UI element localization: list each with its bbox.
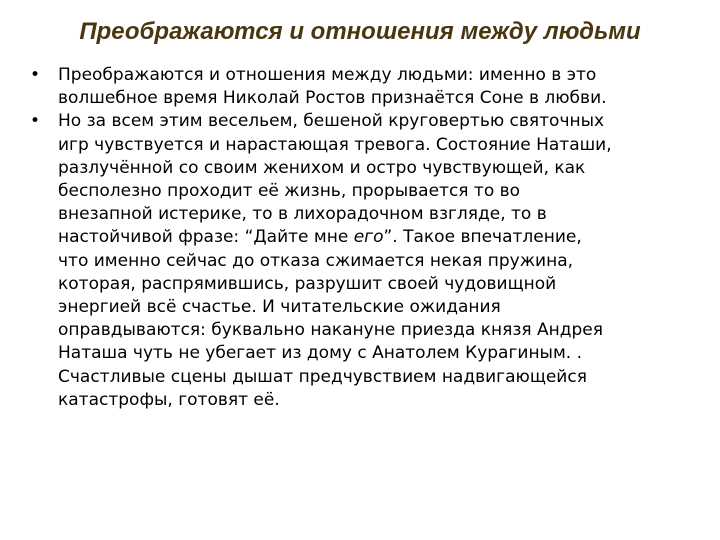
slide-title: Преображаются и отношения между людьми — [79, 18, 641, 45]
text-line: внезапной истерике, то в лихорадочном взгляде, то в — [58, 204, 547, 225]
bullet-item-2 — [30, 110, 690, 412]
bullet-list — [30, 64, 690, 412]
quote-emphasis: его — [353, 227, 384, 248]
quote-before: настойчивой фразе: “Дайте мне — [58, 227, 354, 248]
text-line: которая, распрямившись, разрушит своей чудовищной — [58, 273, 557, 294]
bullet-icon: • — [30, 111, 41, 132]
quote-after: ”. Такое впечатление, — [383, 227, 582, 248]
bullet-icon: • — [30, 65, 41, 85]
text-line: Наташа чуть не убегает из дому с Анатолем Курагиным. . — [58, 343, 583, 364]
text-line: что именно сейчас до отказа сжимается некая пружина, — [58, 250, 574, 271]
text-line: энергией всё счастье. И читательские ожидания — [58, 297, 501, 318]
text-line: Преображаются и отношения между людьми: именно в это — [58, 65, 597, 85]
text-line: Счастливые сцены дышат предчувствием надвигающейся — [58, 366, 587, 387]
text-line: разлучённой со своим женихом и остро чувствующей, как — [58, 157, 586, 178]
bullet-item-1 — [30, 64, 690, 110]
text-line: оправдываются: буквально накануне приезда князя Андрея — [58, 320, 603, 341]
quote-line — [58, 226, 690, 249]
text-line: катастрофы, готовят её. — [58, 389, 280, 410]
text-line: Но за всем этим весельем, бешеной круговертью святочных — [58, 111, 605, 132]
text-line: игр чувствуется и нарастающая тревога. Состояние Наташи, — [58, 134, 612, 155]
text-line: бесполезно проходит её жизнь, прорывается то во — [58, 181, 521, 202]
text-line: волшебное время Николай Ростов признаётся Соне в любви. — [58, 88, 607, 109]
